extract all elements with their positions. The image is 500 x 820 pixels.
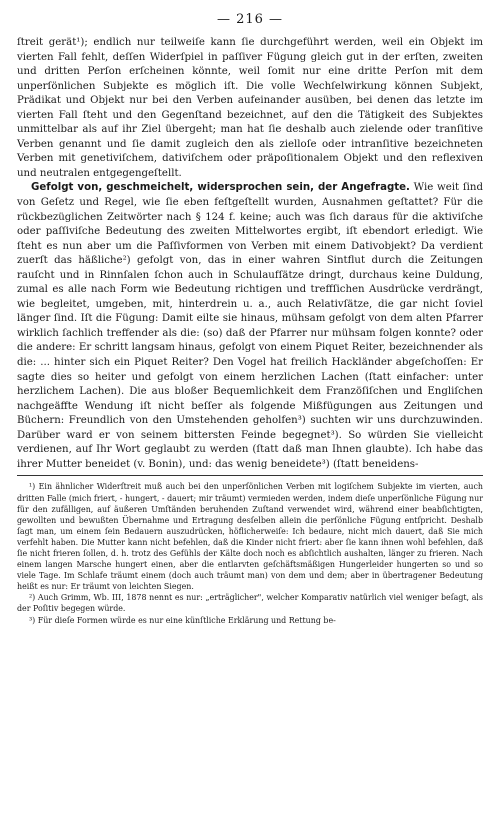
paragraph-1: ſtreit gerät¹); endlich nur teilweiſe kann ſie durchgeführt werden, weil ein Objekt im vierten Fall fehlt, deſſen Widerſpiel in paſſiver Fügung gleich gut in der erſten, zweiten und dritten Perſon erſcheinen könnte, weil ſomit nur eine dritte Perſon mit dem unperſönlichen Subjekte es möglich iſt. Die volle Wechſelwirkung können Subjekt, Prädikat und Objekt nur bei den Verben aufeinander ausüben, bei denen das letzte im vierten Fall ſteht und den Gegenſtand bezeichnet, auf den die Tätigkeit des Subjektes unmittelbar als auf ihr Ziel übergeht; man hat ſie deshalb auch zielende oder tranſitive Verben genannt und ſie damit zugleich den als zielloſe oder intranſitive bezeichneten Verben mit genetiviſchem, dativiſchem oder präpoſitionalem Objekt und den reflexiven und neutralen entgegengeſtellt. [17,37,483,179]
footnotes [17,481,483,625]
footnote-3: ³) Für dieſe Formen würde es nur eine künſtliche Erklärung und Rettung be- [29,615,336,625]
paragraph-2 [17,181,483,472]
page-number: — 216 — [216,12,284,27]
section-lead: Gefolgt von, geschmeichelt, widersprochen sein, der Angefragte. [31,182,410,194]
paragraph-2-text: Wie weit ſind von Geſetz und Regel, wie ſie eben feſtgeſtellt wurden, Ausnahmen geſtattet? Für die rückbezüglichen Zeitwörter nach § 124 f. keine; auch was ſich daraus für die aktiviſche oder paſſiviſche Bedeutung des zweiten Mittelwortes ergibt, iſt ebendort erledigt. Wie ſteht es nun aber um die Paſſivformen von Verben mit einem Dativobjekt? Da verdient zuerſt das häßliche²) gefolgt von, das in einer wahren Sintflut durch die Zeitungen rauſcht und in Rinnſalen ſchon auch in Schulaufſätze dringt, durchaus keine Duldung, zumal es alle nach Form wie Bedeutung richtigen und treffſichen Ausdrücke verdrängt, wie begleitet, umgeben, mit, hinterdrein u. a., auch Relativſätze, die gar nicht ſoviel länger ſind. Iſt die Fügung: Damit eilte sie hinaus, mühsam gefolgt von dem alten Pfarrer wirklich ſachlich treffender als die: (so) daß der Pfarrer nur mühsam folgen konnte? oder die andere: Er schritt langsam hinaus, gefolgt von einem Piquet Reiter, bezeichnender als die: ... hinter sich ein Piquet Reiter? Den Vogel hat freilich Hackländer abgeſchoſſen: Er sagte dies so heiter und gefolgt von einem herzlichen Lachen (ſtatt einfacher: unter herzlichem Lachen). Die aus bloßer Bequemlichkeit dem Franzöſiſchen und Engliſchen nachgeäffte Wendung iſt nicht beſſer als folgende Mißfügungen aus Zeitungen und Büchern: Freundlich von den Umstehenden geholfen³) suchten wir uns durchzuwinden. Darüber ward er von seinem bittersten Feinde begegnet³). So würden Sie vielleicht verdienen, auf Ihr Wort geglaubt zu werden (ſtatt daß man Ihnen glaubte). Ich habe das ihrer Mutter beneidet (v. Bonin), und: das wenig beneidete³) (ſtatt beneidens- [17,182,483,470]
footnote-2: ²) Auch Grimm, Wb. III, 1878 nennt es nur: „erträglicher", welcher Komparativ natürlich viel weniger beſagt, als der Poſitiv begegen würde. [17,593,483,614]
footnote-divider [17,475,483,476]
main-text [17,36,483,472]
footnote-1: ¹) Ein ähnlicher Widerſtreit muß auch bei den unperſönlichen Verben mit logiſchem Subjekte im vierten, auch dritten Falle (mich friert, - hungert, - dauert; mir träumt) vermieden werden, indem dieſe unperſönliche Fügung nur für den zufälligen, auf äußeren Umſtänden beruhenden Zuſtand verwendet wird, während einer beabſichtigten, gewollten und bewußten Übernahme und Ertragung desſelben allein die perſönliche Fügung entſpricht. Deshalb ſagt man, um einem ſein Bedauern auszudrücken, höflicherweiſe: Ich bedaure, nicht mich dauert, daß Sie mich verfehlt haben. Die Mutter kann nicht befehlen, daß die Kinder nicht friert: aber ſie kann ihnen wohl befehlen, daß ſie nicht frieren ſollen, d. h. trotz des Gefühls der Kälte doch noch es abſichtlich aushalten, länger zu frieren. Nach einem langen Marsche hungert einen, aber die entlarvten geſchäftsmäßigen Hungerleider hungerten so und so viele Tage. Im Schlafe träumt einem (doch auch träumt man) von dem und dem; aber in übertragener Bedeutung heißt es nur: Er träumt von leichten Siegen. [17,482,483,592]
